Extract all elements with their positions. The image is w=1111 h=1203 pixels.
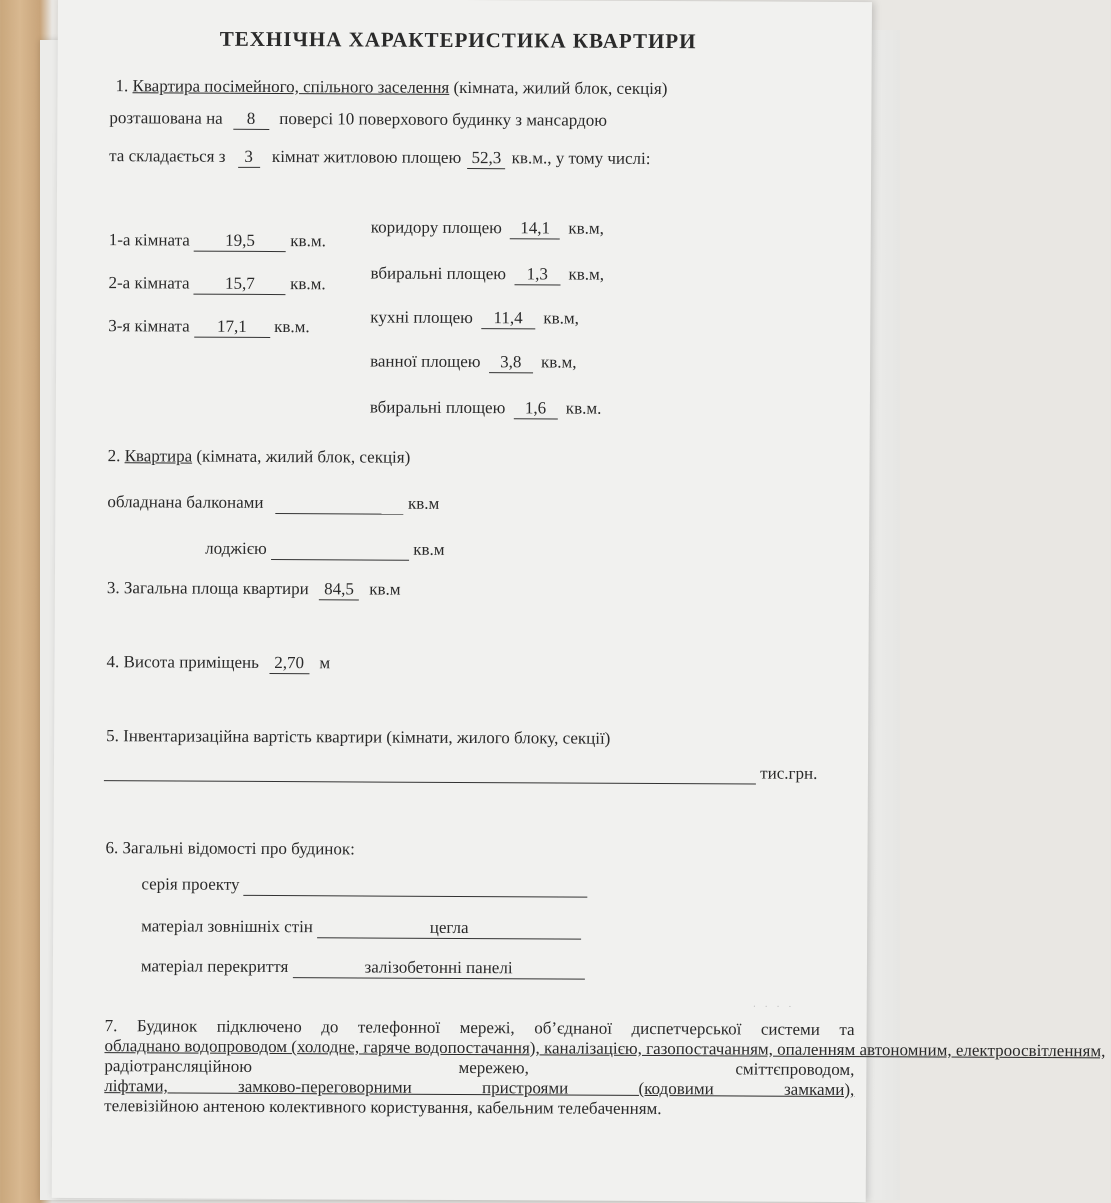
height-line: 4. Висота приміщень 2,70 м [106, 652, 331, 673]
floors-material: залізобетонні панелі [293, 957, 585, 980]
valuation-label: 5. Інвентаризаційна вартість квартири (кімнати, жилого блоку, секції) [106, 726, 611, 748]
room-area: 19,5 [194, 231, 286, 252]
aux-area: 1,3 [514, 264, 560, 285]
room-row: 2-а кімната 15,7 кв.м. [108, 273, 326, 294]
room-row: 3-я кімната 17,1 кв.м. [108, 316, 310, 337]
walls-line: матеріал зовнішніх стін цегла [141, 916, 581, 939]
floors-line: матеріал перекриття залізобетонні панелі [141, 956, 585, 979]
valuation-blank [104, 760, 756, 784]
aux-area: 1,6 [514, 398, 558, 419]
balcony-blank [276, 493, 404, 515]
floor-value: 8 [233, 109, 269, 130]
s1-line-3: та складається з 3 кімнат житловою площею 52,3 кв.м., у тому числі: [109, 146, 651, 168]
utilities-underlined-1: обладнано водопроводом (холодне, гаряче водопостачання), каналізацією, газопостачанням, опаленням автономним, електроосвітленням, [104, 1036, 1106, 1061]
aux-row: ванної площею 3,8 кв.м, [370, 351, 577, 372]
rooms-count: 3 [238, 147, 260, 168]
aux-area: 14,1 [510, 218, 560, 239]
ceiling-height: 2,70 [269, 653, 309, 674]
room-area: 17,1 [194, 317, 270, 338]
aux-area: 3,8 [489, 352, 533, 373]
series-blank [244, 875, 588, 898]
s2-title: Квартира [124, 446, 193, 466]
s1-title: Квартира посімейного, спільного заселення [132, 76, 450, 97]
aux-row: кухні площею 11,4 кв.м, [370, 307, 579, 328]
balcony-line: обладнана балконами кв.м [107, 492, 440, 513]
living-area: 52,3 [467, 148, 505, 169]
aux-area: 11,4 [481, 308, 535, 329]
walls-material: цегла [317, 917, 581, 939]
total-area-line: 3. Загальна площа квартири 84,5 кв.м [106, 578, 401, 599]
loggia-line: лоджією кв.м [205, 538, 445, 559]
series-line: серія проекту [141, 874, 588, 897]
document-page [52, 0, 1106, 1202]
valuation-line: тис.грн. [104, 760, 818, 785]
s1-line-2: розташована на 8 поверсі 10 поверхового будинку з мансардою [109, 108, 608, 130]
aux-row: вбиральні площею 1,6 кв.м. [369, 397, 602, 418]
faint-marks: · · · · [752, 1001, 795, 1013]
room-area: 15,7 [194, 274, 286, 295]
aux-row: вбиральні площею 1,3 кв.м, [370, 263, 605, 284]
loggia-blank [271, 539, 409, 561]
building-info-label: 6. Загальні відомості про будинок: [105, 838, 355, 859]
s2-title-line: 2. Квартира (кімната, жилий блок, секція) [107, 446, 411, 467]
s1-line-1: 1. Квартира посімейного, спільного заселення (кімната, жилий блок, секція) [115, 76, 668, 99]
page-title: ТЕХНІЧНА ХАРАКТЕРИСТИКА КВАРТИРИ [219, 26, 697, 54]
utilities-paragraph: 7. Будинок підключено до телефонної мережі, об’єднаної диспетчерської системи та обладнано водопроводом (холодне, гаряче водопостачання), каналізацією, газопостачанням, опаленням автономним, електроосвітленням, радіотрансляційною мережею, сміттєпроводом, ліфтами, замково-переговорними пристроями (кодовими замками), телевізійною антеною колективного користування, кабельним телебаченням. [104, 1016, 1106, 1119]
aux-row: коридору площею 14,1 кв.м, [370, 217, 604, 238]
utilities-underlined-2: ліфтами, замково-переговорними пристроями (кодовими замками), [104, 1076, 855, 1100]
room-row: 1-а кімната 19,5 кв.м. [108, 230, 326, 251]
total-area: 84,5 [319, 579, 359, 600]
